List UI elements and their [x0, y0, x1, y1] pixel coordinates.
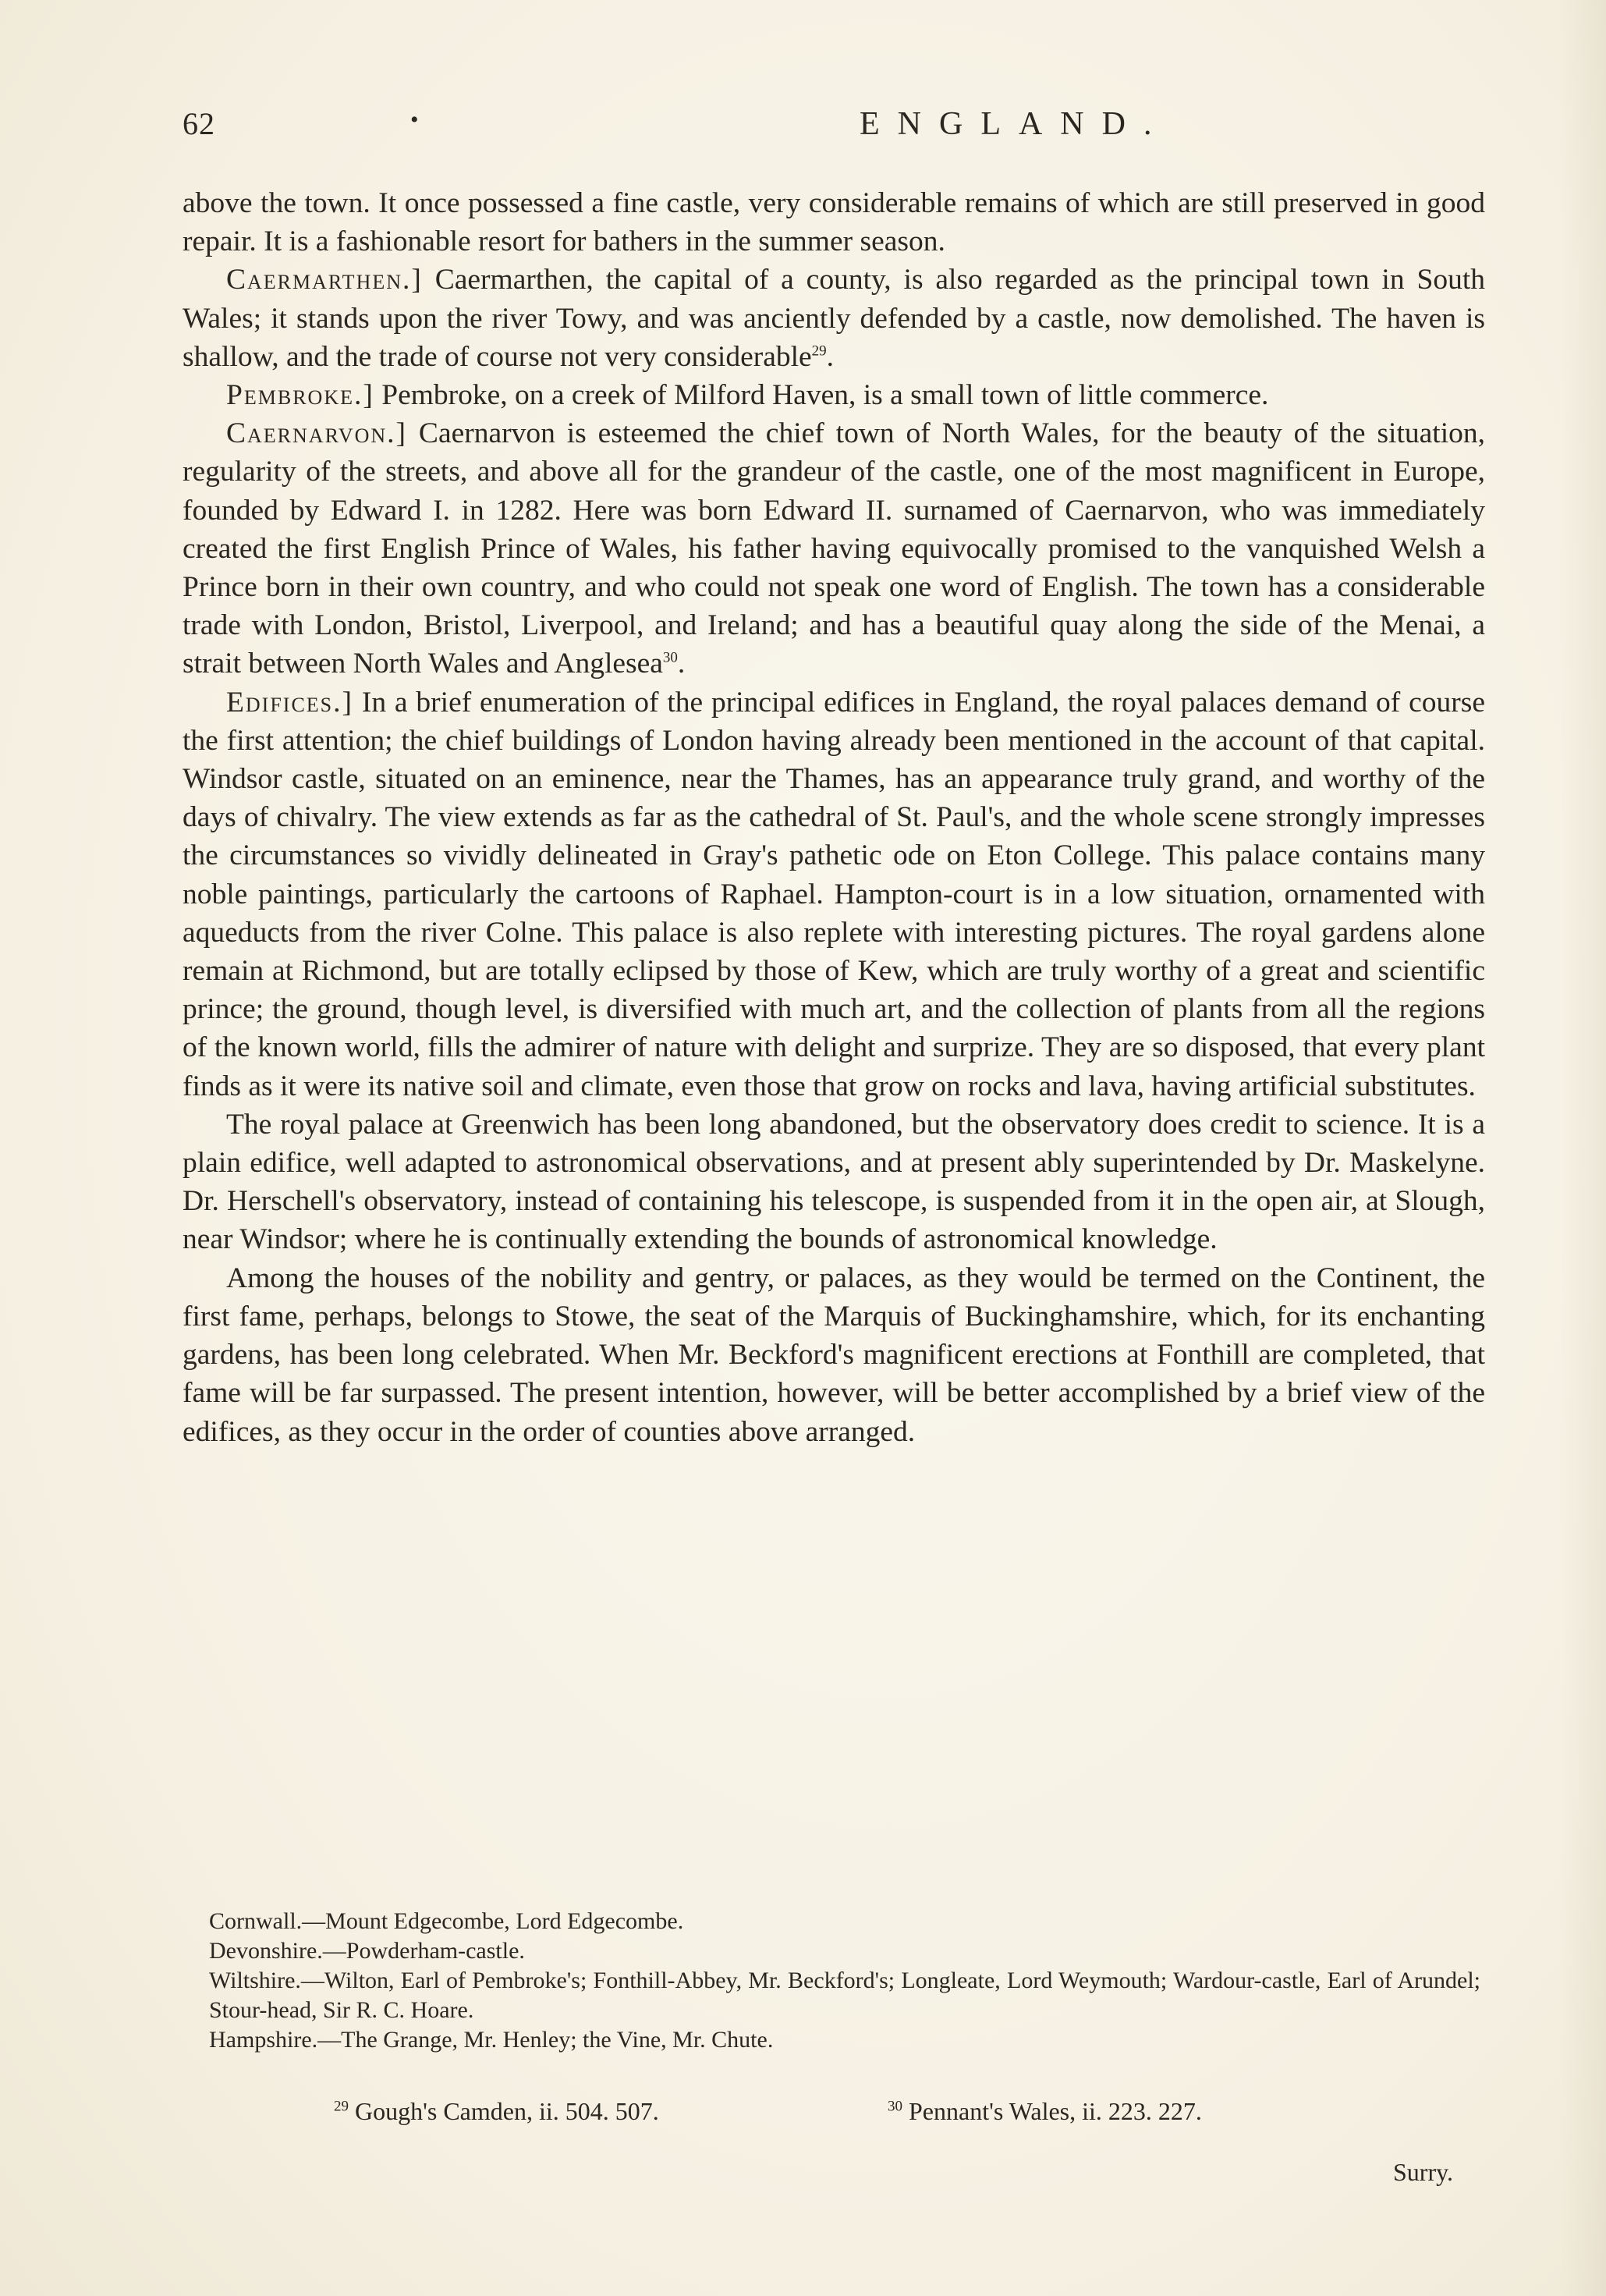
footnote-ref: 30: [662, 649, 678, 666]
section-heading: Caermarthen.]: [226, 264, 423, 296]
county-list: [209, 1907, 1480, 2055]
paragraph: above the town. It once possessed a fine castle, very considerable remains of which are still preserved in good repair. It is a fashionable resort for bathers in the summer season.: [183, 187, 1485, 258]
page-header: [183, 105, 1477, 152]
paragraph-caermarthen: Caermarthen.] Caermarthen, the capital of a county, is also regarded as the principal town in South Wales; it stands upon the river Towy, and was anciently defended by a castle, now demolished. The haven is shallow, and the trade of course not very considerable$^{29}$.: [183, 264, 1485, 373]
page-edge-shade: [1559, 0, 1606, 2296]
footnote-29: $^{29}$ Gough's Camden, ii. 504. 507.: [334, 2097, 659, 2125]
footnote-ref: 29: [811, 342, 827, 360]
list-item: Cornwall.—Mount Edgecombe, Lord Edgecombe.: [209, 1908, 684, 1934]
page-number: 62: [183, 106, 215, 141]
paragraph-caernarvon: Caernarvon.] Caernarvon is esteemed the chief town of North Wales, for the beauty of the situation, regularity of the streets, and above all for the grandeur of the castle, one of the most magnificent in Europe, founded by Edward I. in 1282. Here was born Edward II. surnamed of Caernarvon, who was immediately created the first English Prince of Wales, his father having equivocally promised to the vanquished Welsh a Prince born in their own country, and who could not speak one word of English. The town has a considerable trade with London, Bristol, Liverpool, and Ireland; and has a beautiful quay along the side of the Menai, a strait between North Wales and Anglesea$^{30}$.: [183, 417, 1485, 680]
section-heading: Caernarvon.]: [226, 417, 408, 450]
running-head: ENGLAND.: [860, 106, 1170, 142]
paragraph-nobility: Among the houses of the nobility and gentry, or palaces, as they would be termed on the Continent, the first fame, perhaps, belongs to Stowe, the seat of the Marquis of Buckinghamshire, which, for its enchanting gardens, has been long celebrated. When Mr. Beckford's magnificent erections at Fonthill are completed, that fame will be far surpassed. The present intention, however, will be better accomplished by a brief view of the edifices, as they occur in the order of counties above arranged.: [183, 1262, 1485, 1448]
section-heading: Edifices.]: [226, 686, 354, 719]
paragraph-pembroke: Pembroke.] Pembroke, on a creek of Milford Haven, is a small town of little commerce.: [226, 379, 1269, 412]
footnote-30: $^{30}$ Pennant's Wales, ii. 223. 227.: [888, 2097, 1202, 2125]
list-item: Devonshire.—Powderham-castle.: [209, 1938, 525, 1964]
main-text: [183, 184, 1485, 1451]
paragraph-edifices: Edifices.] In a brief enumeration of the principal edifices in England, the royal palaces demand of course the first attention; the chief buildings of London having already been mentioned in the account of that capital. Windsor castle, situated on an eminence, near the Thames, has an appearance truly grand, and worthy of the days of chivalry. The view extends as far as the cathedral of St. Paul's, and the whole scene strongly impresses the circumstances so vividly delineated in Gray's pathetic ode on Eton College. This palace contains many noble paintings, particularly the cartoons of Raphael. Hampton-court is in a low situation, ornamented with aqueducts from the river Colne. This palace is also replete with interesting pictures. The royal gardens alone remain at Richmond, but are totally eclipsed by those of Kew, which are truly worthy of a great and scientific prince; the ground, though level, is diversified with much art, and the collection of plants from all the regions of the known world, fills the admirer of nature with delight and surprize. They are so disposed, that every plant finds as it were its native soil and climate, even those that grow on rocks and lava, having artificial substitutes.: [183, 686, 1485, 1102]
section-heading: Pembroke.]: [226, 379, 374, 412]
list-item: Hampshire.—The Grange, Mr. Henley; the Vine, Mr. Chute.: [209, 2027, 774, 2053]
header-ornament: •: [410, 107, 419, 133]
footnotes: [334, 2097, 1426, 2131]
catchword: Surry.: [1393, 2158, 1454, 2186]
paragraph-greenwich: The royal palace at Greenwich has been long abandoned, but the observatory does credit to science. It is a plain edifice, well adapted to astronomical observations, and at present ably superintended by Dr. Maskelyne. Dr. Herschell's observatory, instead of containing his telescope, is suspended from it in the open air, at Slough, near Windsor; where he is continually extending the bounds of astronomical knowledge.: [183, 1108, 1485, 1256]
list-item: Wiltshire.—Wilton, Earl of Pembroke's; Fonthill-Abbey, Mr. Beckford's; Longleate, Lord Weymouth; Wardour-castle, Earl of Arundel; Stour-head, Sir R. C. Hoare.: [209, 1968, 1480, 2023]
